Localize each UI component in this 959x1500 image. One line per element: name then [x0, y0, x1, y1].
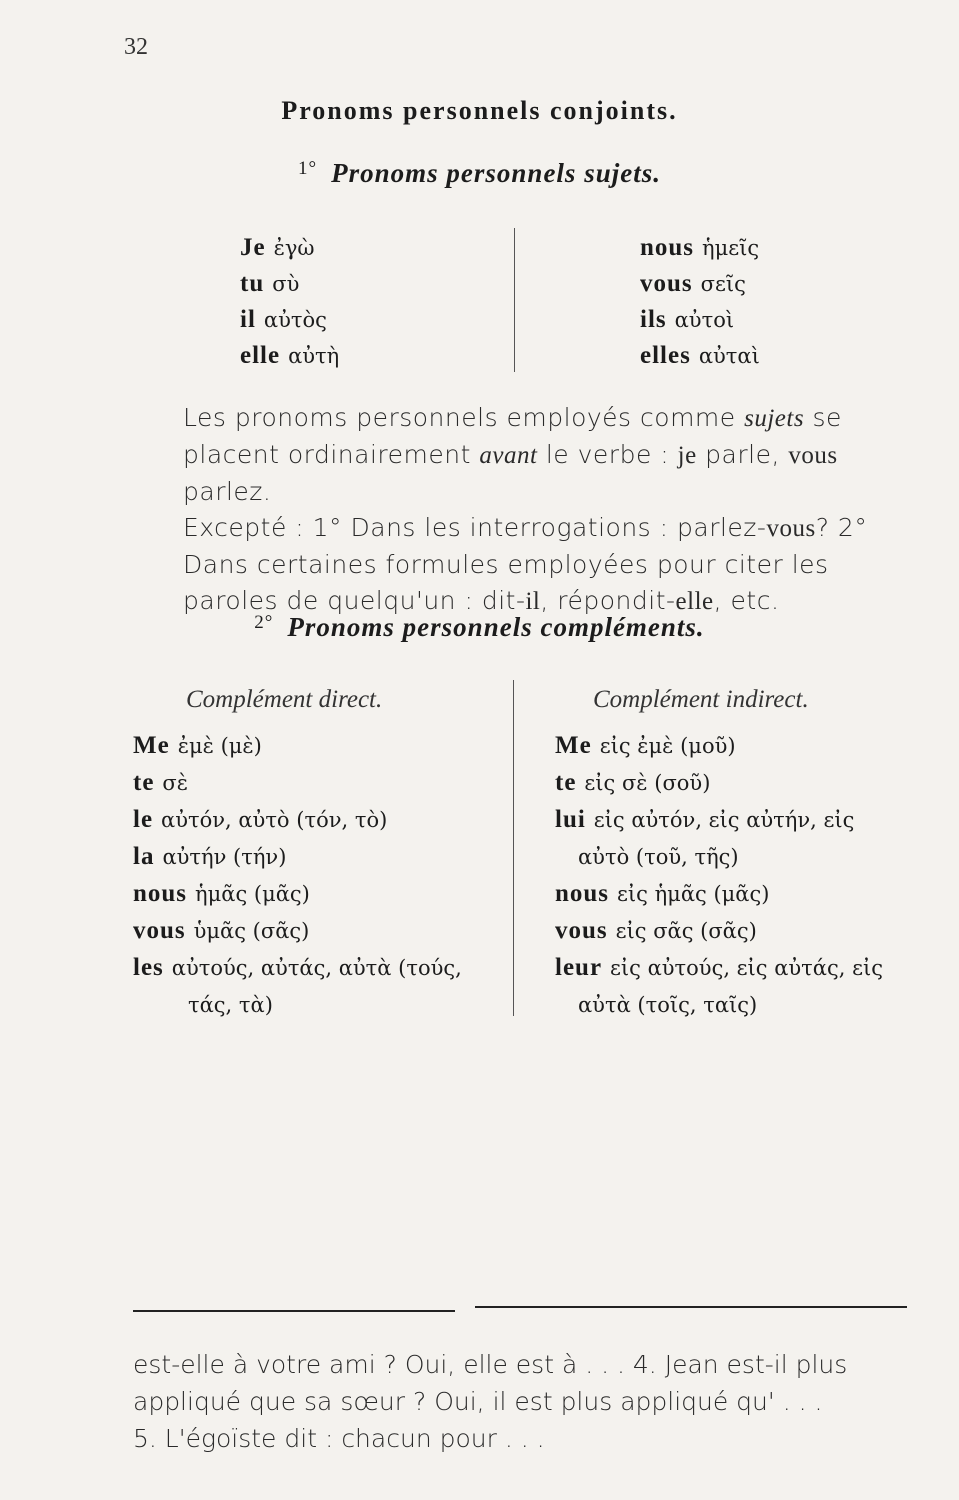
footer-line: appliqué que sa sœur ? Oui, il est plus appliqué qu' . . . — [133, 1387, 823, 1416]
indirect-row: αὐτὰ (τοῖς, ταῖς) — [578, 993, 758, 1017]
direct-row: nous ἡμᾶς (μᾶς) — [133, 880, 310, 907]
section-1-number: 1° — [298, 158, 318, 179]
footer-text — [133, 1346, 905, 1457]
page-number: 32 — [124, 34, 148, 60]
subject-row: il αὐτὸς — [240, 306, 327, 333]
indirect-row: nous εἰς ἡμᾶς (μᾶς) — [555, 880, 770, 907]
section-2-title: Pronoms personnels compléments. — [287, 612, 705, 642]
explanation-paragraph — [133, 400, 905, 620]
direct-row: vous ὑμᾶς (σᾶς) — [133, 917, 310, 944]
page-title: Pronoms personnels conjoints. — [281, 96, 678, 125]
direct-complement-heading: Complément direct. — [186, 686, 383, 713]
section-2-heading — [0, 612, 959, 643]
section-2-number: 2° — [254, 612, 274, 633]
indirect-row: te εἰς σὲ (σοῦ) — [555, 769, 711, 796]
indirect-row: vous εἰς σᾶς (σᾶς) — [555, 917, 757, 944]
direct-row: les αὐτούς, αὐτάς, αὐτὰ (τούς, — [133, 954, 462, 981]
direct-row: la αὐτήν (τήν) — [133, 843, 287, 870]
indirect-row: Me εἰς ἐμὲ (μοῦ) — [555, 732, 736, 759]
paragraph-text: Les pronoms personnels employés comme sujets se placent ordinairement avant le verbe : je parle, vous parlez. — [183, 403, 842, 506]
footer-line: 5. L'égoïste dit : chacun pour . . . — [133, 1424, 545, 1453]
footer-rule — [475, 1306, 907, 1308]
section-1-heading — [0, 158, 959, 189]
direct-row: Me ἐμὲ (μὲ) — [133, 732, 262, 759]
subject-row: elle αὐτὴ — [240, 342, 340, 369]
subject-row: ils αὐτοὶ — [640, 306, 735, 333]
indirect-row: lui εἰς αὐτόν, εἰς αὐτήν, εἰς — [555, 806, 855, 833]
direct-row: le αὐτόν, αὐτὸ (τόν, τὸ) — [133, 806, 388, 833]
paragraph-text: Excepté : 1° Dans les interrogations : parlez-vous? 2° Dans certaines formules employées pour citer les paroles de quelqu'un : dit-il, répondit-elle, etc. — [183, 513, 868, 615]
footer-line: est-elle à votre ami ? Oui, elle est à . . . 4. Jean est-il plus — [133, 1350, 848, 1379]
direct-row: τάς, τὰ) — [188, 993, 273, 1017]
footer-rule — [133, 1310, 455, 1312]
column-divider — [513, 680, 514, 1016]
subject-row: Je ἐγὼ — [240, 234, 315, 261]
indirect-row: leur εἰς αὐτούς, εἰς αὐτάς, εἰς — [555, 954, 883, 981]
subject-row: vous σεῖς — [640, 270, 746, 297]
subject-row: elles αὐταὶ — [640, 342, 760, 369]
section-1-title: Pronoms personnels sujets. — [331, 158, 661, 188]
indirect-complement-heading: Complément indirect. — [593, 686, 809, 713]
direct-row: te σὲ — [133, 769, 189, 796]
subject-row: nous ἡμεῖς — [640, 234, 760, 261]
subject-row: tu σὺ — [240, 270, 300, 297]
column-divider — [514, 228, 515, 372]
indirect-row: αὐτὸ (τοῦ, τῆς) — [578, 845, 739, 869]
